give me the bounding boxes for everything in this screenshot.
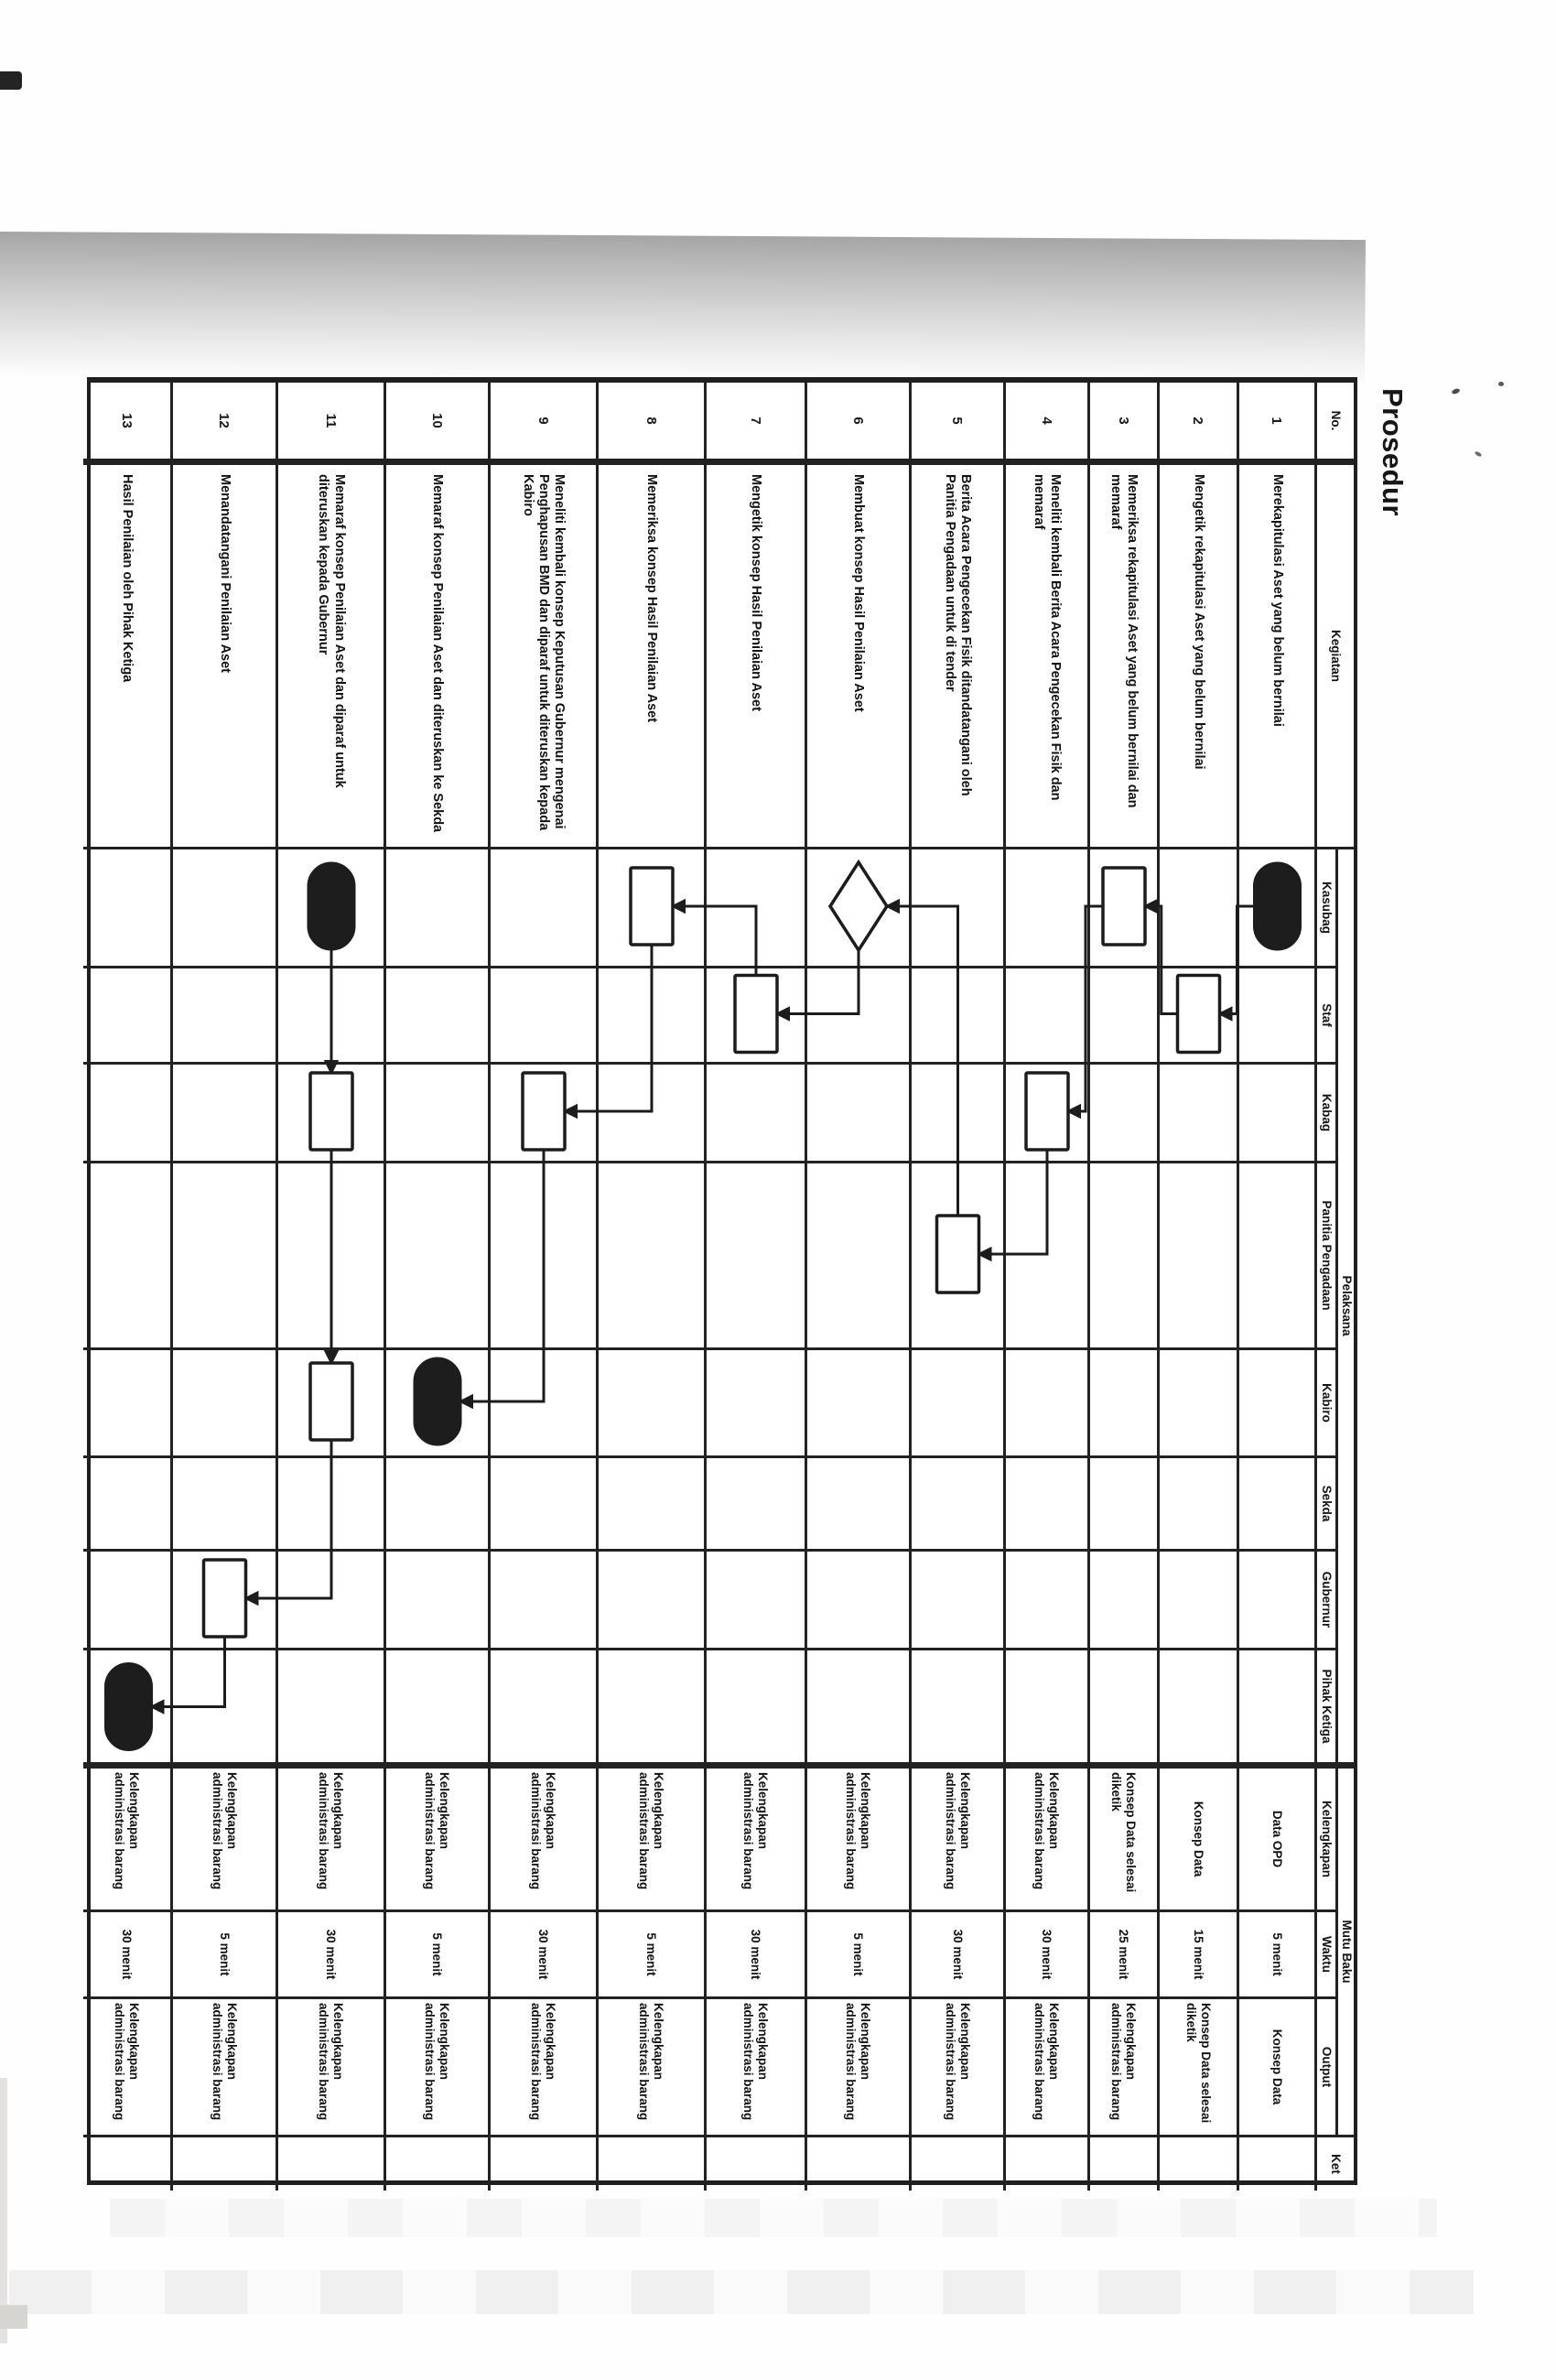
executor-cell <box>805 1350 909 1458</box>
executor-cell <box>805 1458 909 1552</box>
executor-cell <box>909 1650 1003 1769</box>
executor-cell <box>170 1552 276 1650</box>
executor-cell <box>805 1065 909 1163</box>
executor-cell <box>384 968 488 1065</box>
activity-cell: Memaraf konsep Penilaian Aset dan diparaf untuk diteruskan kepada Gubernur <box>276 465 384 849</box>
executor-cell <box>805 1650 909 1769</box>
dust-speck <box>1475 450 1483 457</box>
activity-cell: Mengetik rekapitulasi Aset yang belum bernilai <box>1157 465 1237 849</box>
executor-cell <box>805 1163 909 1350</box>
executor-cell <box>596 1163 704 1350</box>
kelengkapan-cell: Konsep Data selesai diketik <box>1087 1769 1157 1912</box>
row-number: 9 <box>488 383 596 465</box>
executor-cell <box>1237 1552 1314 1650</box>
document-rotated <box>87 377 1409 2185</box>
col-header-waktu: Waktu <box>1314 1912 1335 1999</box>
group-header-mutu-baku: Mutu Baku <box>1335 1769 1354 2137</box>
row-number: 7 <box>704 383 805 465</box>
executor-cell <box>1157 849 1237 968</box>
kelengkapan-cell: Kelengkapan administrasi barang <box>276 1769 384 1912</box>
output-cell: Kelengkapan administrasi barang <box>1003 1999 1087 2137</box>
executor-cell <box>1237 849 1314 968</box>
executor-cell <box>170 1458 276 1552</box>
executor-cell <box>909 1458 1003 1552</box>
executor-cell <box>488 1552 596 1650</box>
row-number: 6 <box>805 383 909 465</box>
col-header-kegiatan: Kegiatan <box>1314 465 1354 849</box>
executor-cell <box>909 968 1003 1065</box>
executor-cell <box>704 968 805 1065</box>
executor-cell <box>596 1350 704 1458</box>
kelengkapan-cell: Kelengkapan administrasi barang <box>704 1769 805 1912</box>
executor-cell <box>1087 1163 1157 1350</box>
executor-cell <box>1087 1552 1157 1650</box>
activity-cell: Menandatangani Penilaian Aset <box>170 465 276 849</box>
row-number: 2 <box>1157 383 1237 465</box>
executor-cell <box>1157 1650 1237 1769</box>
executor-cell <box>276 1552 384 1650</box>
col-header-ket: Ket <box>1314 2137 1354 2191</box>
executor-cell <box>488 1350 596 1458</box>
executor-cell <box>276 1650 384 1769</box>
kelengkapan-cell: Kelengkapan administrasi barang <box>1003 1769 1087 1912</box>
row-number: 3 <box>1087 383 1157 465</box>
executor-cell <box>488 1458 596 1552</box>
executor-cell <box>83 849 170 968</box>
executor-cell <box>1003 1065 1087 1163</box>
executor-cell <box>488 1065 596 1163</box>
waktu-cell: 25 menit <box>1087 1912 1157 1999</box>
output-cell: Kelengkapan administrasi barang <box>704 1999 805 2137</box>
ket-cell <box>276 2137 384 2191</box>
activity-cell: Mengetik konsep Hasil Penilaian Aset <box>704 465 805 849</box>
dust-speck <box>1451 388 1460 395</box>
executor-cell <box>276 968 384 1065</box>
executor-cell <box>1087 968 1157 1065</box>
row-number: 13 <box>83 383 170 465</box>
ket-cell <box>83 2137 170 2191</box>
executor-cell <box>1157 1065 1237 1163</box>
executor-cell <box>276 1065 384 1163</box>
activity-cell: Membuat konsep Hasil Penilaian Aset <box>805 465 909 849</box>
executor-cell <box>704 1552 805 1650</box>
kelengkapan-cell: Kelengkapan administrasi barang <box>909 1769 1003 1912</box>
executor-cell <box>704 1350 805 1458</box>
output-cell: Kelengkapan administrasi barang <box>1087 1999 1157 2137</box>
kelengkapan-cell: Kelengkapan administrasi barang <box>805 1769 909 1912</box>
activity-cell: Memaraf konsep Penilaian Aset dan diteruskan ke Sekda <box>384 465 488 849</box>
activity-cell: Meneliti kembali konsep Keputusan Gubernur mengenai Penghapusan BMD dan diparaf untuk diteruskan kepada Kabiro <box>488 465 596 849</box>
scan-corner-artifact <box>0 71 22 90</box>
executor-cell <box>170 1650 276 1769</box>
executor-cell <box>1237 1163 1314 1350</box>
executor-cell <box>596 1458 704 1552</box>
scan-edge-artifact <box>0 2078 7 2343</box>
executor-cell <box>596 1650 704 1769</box>
executor-cell <box>596 849 704 968</box>
executor-cell <box>170 1163 276 1350</box>
col-header-panitia-pengadaan: Panitia Pengadaan <box>1314 1163 1335 1350</box>
executor-cell <box>384 1163 488 1350</box>
col-header-kasubag: Kasubag <box>1314 849 1335 968</box>
col-header-no: No. <box>1314 383 1354 465</box>
executor-cell <box>83 1350 170 1458</box>
executor-cell <box>1003 1350 1087 1458</box>
col-header-kelengkapan: Kelengkapan <box>1314 1769 1335 1912</box>
ket-cell <box>909 2137 1003 2191</box>
executor-cell <box>1087 1458 1157 1552</box>
ket-cell <box>384 2137 488 2191</box>
output-cell: Kelengkapan administrasi barang <box>384 1999 488 2137</box>
executor-cell <box>384 1552 488 1650</box>
executor-cell <box>1087 1650 1157 1769</box>
procedure-table <box>87 377 1357 2185</box>
col-header-sekda: Sekda <box>1314 1458 1335 1552</box>
waktu-cell: 30 menit <box>704 1912 805 1999</box>
waktu-cell: 5 menit <box>384 1912 488 1999</box>
kelengkapan-cell: Kelengkapan administrasi barang <box>384 1769 488 1912</box>
output-cell: Kelengkapan administrasi barang <box>805 1999 909 2137</box>
executor-cell <box>276 849 384 968</box>
executor-cell <box>805 968 909 1065</box>
executor-cell <box>83 1065 170 1163</box>
col-header-pihak-ketiga: Pihak Ketiga <box>1314 1650 1335 1769</box>
executor-cell <box>596 968 704 1065</box>
output-cell: Kelengkapan administrasi barang <box>83 1999 170 2137</box>
executor-cell <box>83 968 170 1065</box>
executor-cell <box>1003 1650 1087 1769</box>
output-cell: Kelengkapan administrasi barang <box>488 1999 596 2137</box>
executor-cell <box>909 849 1003 968</box>
executor-cell <box>704 1163 805 1350</box>
executor-cell <box>384 1458 488 1552</box>
executor-cell <box>805 1552 909 1650</box>
executor-cell <box>596 1065 704 1163</box>
row-number: 4 <box>1003 383 1087 465</box>
kelengkapan-cell: Kelengkapan administrasi barang <box>488 1769 596 1912</box>
executor-cell <box>276 1458 384 1552</box>
executor-cell <box>1087 1065 1157 1163</box>
executor-cell <box>909 1065 1003 1163</box>
col-header-gubernur: Gubernur <box>1314 1552 1335 1650</box>
executor-cell <box>704 1065 805 1163</box>
executor-cell <box>384 1650 488 1769</box>
row-number: 12 <box>170 383 276 465</box>
page-title: Prosedur <box>1377 388 1409 517</box>
executor-cell <box>1003 1458 1087 1552</box>
scan-noise <box>9 2270 1474 2314</box>
executor-cell <box>596 1552 704 1650</box>
executor-cell <box>1157 1163 1237 1350</box>
waktu-cell: 5 menit <box>805 1912 909 1999</box>
executor-cell <box>170 1350 276 1458</box>
executor-cell <box>909 1163 1003 1350</box>
activity-cell: Merekapitulasi Aset yang belum bernilai <box>1237 465 1314 849</box>
waktu-cell: 5 menit <box>596 1912 704 1999</box>
output-cell: Konsep Data selesai diketik <box>1157 1999 1237 2137</box>
activity-cell: Meneliti kembali Berita Acara Pengecekan Fisik dan memaraf <box>1003 465 1087 849</box>
col-header-kabag: Kabag <box>1314 1065 1335 1163</box>
executor-cell <box>1087 849 1157 968</box>
executor-cell <box>276 1350 384 1458</box>
executor-cell <box>909 1350 1003 1458</box>
waktu-cell: 30 menit <box>909 1912 1003 1999</box>
dust-speck <box>1498 382 1504 386</box>
executor-cell <box>805 849 909 968</box>
waktu-cell: 5 menit <box>170 1912 276 1999</box>
scan-edge-artifact <box>0 2305 27 2329</box>
ket-cell <box>1003 2137 1087 2191</box>
activity-cell: Memeriksa konsep Hasil Penilaian Aset <box>596 465 704 849</box>
col-header-kabiro: Kabiro <box>1314 1350 1335 1458</box>
waktu-cell: 30 menit <box>83 1912 170 1999</box>
executor-cell <box>1157 1458 1237 1552</box>
activity-cell: Hasil Penilaian oleh Pihak Ketiga <box>83 465 170 849</box>
scan-shadow-band <box>0 232 1366 384</box>
waktu-cell: 30 menit <box>1003 1912 1087 1999</box>
executor-cell <box>1003 1163 1087 1350</box>
kelengkapan-cell: Kelengkapan administrasi barang <box>170 1769 276 1912</box>
executor-cell <box>83 1163 170 1350</box>
col-header-staf: Staf <box>1314 968 1335 1065</box>
executor-cell <box>1087 1350 1157 1458</box>
kelengkapan-cell: Kelengkapan administrasi barang <box>596 1769 704 1912</box>
kelengkapan-cell: Data OPD <box>1237 1769 1314 1912</box>
output-cell: Konsep Data <box>1237 1999 1314 2137</box>
executor-cell <box>170 968 276 1065</box>
executor-cell <box>170 849 276 968</box>
waktu-cell: 30 menit <box>488 1912 596 1999</box>
ket-cell <box>170 2137 276 2191</box>
scan-noise <box>110 2199 1437 2237</box>
ket-cell <box>704 2137 805 2191</box>
waktu-cell: 5 menit <box>1237 1912 1314 1999</box>
waktu-cell: 15 menit <box>1157 1912 1237 1999</box>
group-header-pelaksana: Pelaksana <box>1335 849 1354 1769</box>
kelengkapan-cell: Kelengkapan administrasi barang <box>83 1769 170 1912</box>
executor-cell <box>909 1552 1003 1650</box>
row-number: 5 <box>909 383 1003 465</box>
executor-cell <box>488 1650 596 1769</box>
kelengkapan-cell: Konsep Data <box>1157 1769 1237 1912</box>
waktu-cell: 30 menit <box>276 1912 384 1999</box>
ket-cell <box>488 2137 596 2191</box>
ket-cell <box>1087 2137 1157 2191</box>
ket-cell <box>596 2137 704 2191</box>
row-number: 10 <box>384 383 488 465</box>
executor-cell <box>1237 1350 1314 1458</box>
row-number: 8 <box>596 383 704 465</box>
executor-cell <box>488 1163 596 1350</box>
executor-cell <box>276 1163 384 1350</box>
executor-cell <box>384 849 488 968</box>
executor-cell <box>83 1650 170 1769</box>
executor-cell <box>1237 1065 1314 1163</box>
executor-cell <box>1003 968 1087 1065</box>
executor-cell <box>1237 1458 1314 1552</box>
executor-cell <box>1003 1552 1087 1650</box>
executor-cell <box>384 1350 488 1458</box>
executor-cell <box>83 1458 170 1552</box>
executor-cell <box>83 1552 170 1650</box>
output-cell: Kelengkapan administrasi barang <box>596 1999 704 2137</box>
ket-cell <box>1237 2137 1314 2191</box>
executor-cell <box>1157 1350 1237 1458</box>
output-cell: Kelengkapan administrasi barang <box>170 1999 276 2137</box>
executor-cell <box>704 849 805 968</box>
activity-cell: Memeriksa rekapitulasi Aset yang belum bernilai dan memaraf <box>1087 465 1157 849</box>
activity-cell: Berita Acara Pengecekan Fisik ditandatangani oleh Panitia Pengadaan untuk di tender <box>909 465 1003 849</box>
executor-cell <box>1003 849 1087 968</box>
output-cell: Kelengkapan administrasi barang <box>276 1999 384 2137</box>
ket-cell <box>1157 2137 1237 2191</box>
executor-cell <box>170 1065 276 1163</box>
col-header-output: Output <box>1314 1999 1335 2137</box>
executor-cell <box>488 968 596 1065</box>
executor-cell <box>1237 968 1314 1065</box>
row-number: 1 <box>1237 383 1314 465</box>
executor-cell <box>488 849 596 968</box>
row-number: 11 <box>276 383 384 465</box>
executor-cell <box>384 1065 488 1163</box>
output-cell: Kelengkapan administrasi barang <box>909 1999 1003 2137</box>
ket-cell <box>805 2137 909 2191</box>
executor-cell <box>1157 1552 1237 1650</box>
executor-cell <box>1157 968 1237 1065</box>
executor-cell <box>1237 1650 1314 1769</box>
executor-cell <box>704 1458 805 1552</box>
executor-cell <box>704 1650 805 1769</box>
